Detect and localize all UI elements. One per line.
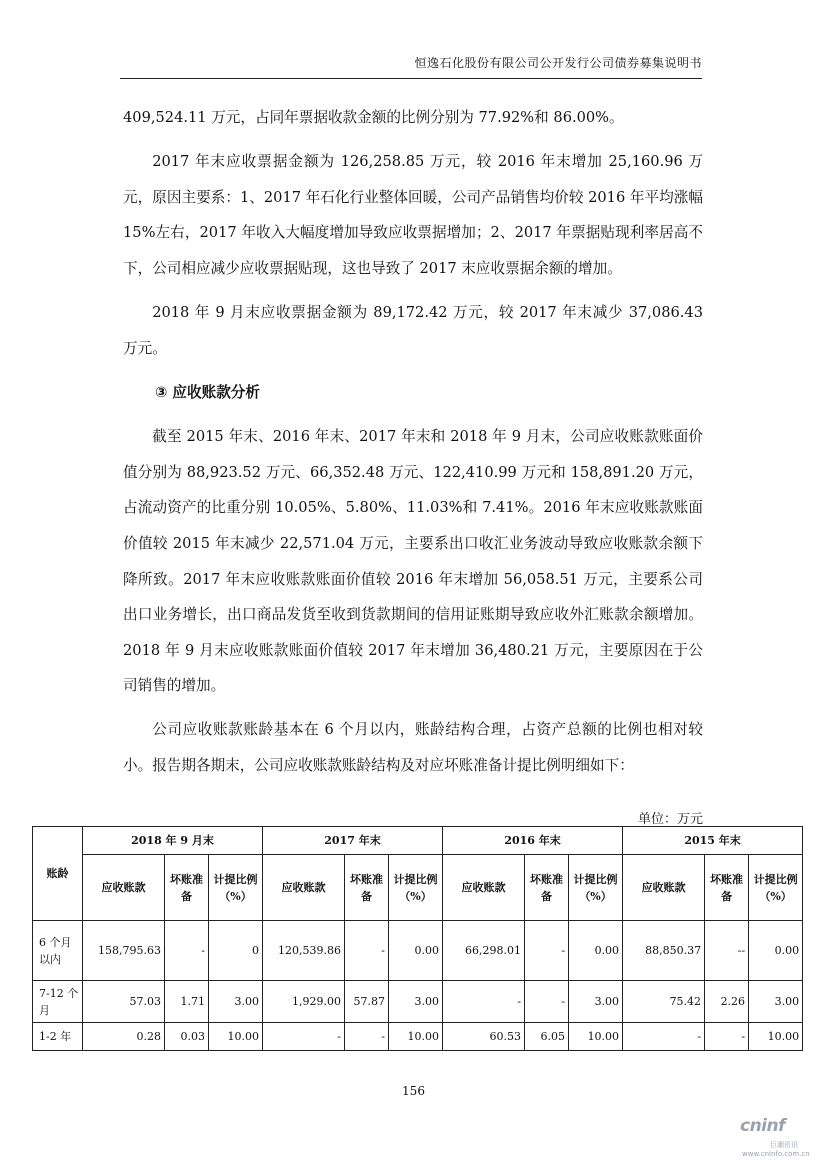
table-cell: 0.00	[389, 921, 443, 981]
table-row	[33, 921, 803, 981]
sub-header: 计提比例（%）	[569, 855, 623, 921]
sub-header: 计提比例（%）	[749, 855, 803, 921]
table-cell: 88,850.37	[623, 921, 705, 981]
table-unit: 单位：万元	[637, 812, 703, 827]
table-cell: 60.53	[443, 1023, 525, 1051]
table-cell: 10.00	[389, 1023, 443, 1051]
paragraph: 409,524.11 万元，占同年票据收款金额的比例分别为 77.92%和 86.00%。	[123, 109, 624, 126]
period-header: 2017 年末	[263, 827, 443, 855]
table-cell: 75.42	[623, 981, 705, 1023]
table-cell: -	[345, 921, 389, 981]
paragraph: 截至 2015 年末、2016 年末、2017 年末和 2018 年 9 月末，公司应收账款账面价值分别为 88,923.52 万元、66,352.48 万元、122,410.99 万元和 158,891.20 万元，占流动资产的比重分别 10.05%、5.80%、11.03%和 7.41%。2016 年末应收账款账面价值较 2015 年末减少 22,571.04 万元，主要系出口收汇业务波动导致应收账款余额下降所致。2017 年末应收账款账面价值较 2016 年末增加 56,058.51 万元，主要系公司出口业务增长，出口商品发货至收到货款期间的信用证账期导致应收外汇账款余额增加。2018 年 9 月末应收账款账面价值较 2017 年末增加 36,480.21 万元，主要原因在于公司销售的增加。	[123, 428, 703, 695]
sub-header: 坏账准备	[525, 855, 569, 921]
table-cell: --	[705, 921, 749, 981]
table-subheader-row	[33, 855, 803, 921]
cninfo-logo	[740, 1116, 820, 1164]
table-cell: -	[443, 981, 525, 1023]
logo-subtitle: 巨潮资讯	[770, 1141, 798, 1149]
section-heading: ③ 应收账款分析	[155, 383, 261, 401]
sub-header: 应收账款	[443, 855, 525, 921]
table-cell: 57.87	[345, 981, 389, 1023]
sub-header: 应收账款	[623, 855, 705, 921]
sub-header: 坏账准备	[165, 855, 209, 921]
page-number: 156	[402, 1084, 425, 1098]
table-cell: 3.00	[749, 981, 803, 1023]
table-cell: 66,298.01	[443, 921, 525, 981]
sub-header: 应收账款	[83, 855, 165, 921]
aging-table	[32, 826, 803, 1051]
table-cell: 3.00	[569, 981, 623, 1023]
table-row	[33, 981, 803, 1023]
row-label: 1-2 年	[33, 1023, 83, 1051]
table-header-row	[33, 827, 803, 855]
sub-header: 坏账准备	[705, 855, 749, 921]
sub-header: 计提比例（%）	[209, 855, 263, 921]
table-cell: -	[525, 981, 569, 1023]
body-content	[123, 100, 703, 792]
table-cell: 57.03	[83, 981, 165, 1023]
sub-header: 应收账款	[263, 855, 345, 921]
table-cell: 10.00	[209, 1023, 263, 1051]
table-cell: -	[345, 1023, 389, 1051]
period-header: 2016 年末	[443, 827, 623, 855]
aging-header: 账龄	[33, 827, 83, 921]
period-header: 2015 年末	[623, 827, 803, 855]
table-cell: 0.00	[569, 921, 623, 981]
table-cell: 6.05	[525, 1023, 569, 1051]
page-header	[120, 48, 702, 79]
table-body	[33, 921, 803, 1051]
logo-text: cninf	[740, 1116, 786, 1136]
row-label: 7-12 个月	[33, 981, 83, 1023]
row-label: 6 个月以内	[33, 921, 83, 981]
paragraph: 2018 年 9 月末应收票据金额为 89,172.42 万元，较 2017 年末减少 37,086.43 万元。	[123, 304, 703, 357]
sub-header: 坏账准备	[345, 855, 389, 921]
table-cell: -	[705, 1023, 749, 1051]
table-cell: 0	[209, 921, 263, 981]
table-cell: -	[623, 1023, 705, 1051]
table-cell: 10.00	[749, 1023, 803, 1051]
logo-url: www.cninfo.com.cn	[742, 1150, 810, 1158]
table-cell: 0.00	[749, 921, 803, 981]
table-cell: 3.00	[389, 981, 443, 1023]
paragraph: 公司应收账款账龄基本在 6 个月以内，账龄结构合理，占资产总额的比例也相对较小。报告期各期末，公司应收账款账龄结构及对应坏账准备计提比例明细如下：	[123, 721, 703, 775]
table-cell: 0.28	[83, 1023, 165, 1051]
table-cell: 1.71	[165, 981, 209, 1023]
table-cell: 3.00	[209, 981, 263, 1023]
table-row	[33, 1023, 803, 1051]
table-cell: 120,539.86	[263, 921, 345, 981]
document-title: 恒逸石化股份有限公司公开发行公司债券募集说明书	[414, 56, 702, 70]
table-cell: 2.26	[705, 981, 749, 1023]
table-cell: 10.00	[569, 1023, 623, 1051]
paragraph: 2017 年末应收票据金额为 126,258.85 万元，较 2016 年末增加 25,160.96 万元，原因主要系：1、2017 年石化行业整体回暖，公司产品销售均价较 2016 年平均涨幅 15%左右，2017 年收入大幅度增加导致应收票据增加；2、2017 年票据贴现利率居高不下，公司相应减少应收票据贴现，这也导致了 2017 末应收票据余额的增加。	[123, 153, 703, 277]
table-cell: 158,795.63	[83, 921, 165, 981]
table-cell: 0.03	[165, 1023, 209, 1051]
sub-header: 计提比例（%）	[389, 855, 443, 921]
period-header: 2018 年 9 月末	[83, 827, 263, 855]
table-cell: 1,929.00	[263, 981, 345, 1023]
table-cell: -	[525, 921, 569, 981]
table-cell: -	[263, 1023, 345, 1051]
table-cell: -	[165, 921, 209, 981]
